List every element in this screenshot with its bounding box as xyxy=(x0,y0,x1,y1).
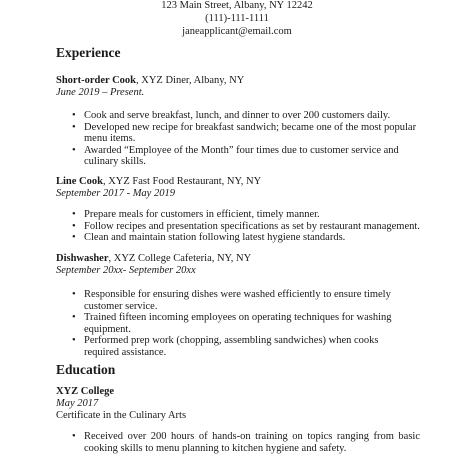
contact-address: 123 Main Street, Albany, NY 12242 xyxy=(161,0,313,11)
job-dates: September 20xx- September 20xx xyxy=(56,265,196,276)
job-employer: , XYZ Fast Food Restaurant, NY, NY xyxy=(102,176,262,187)
education-bullet-list xyxy=(64,431,420,454)
job-title: Short-order Cook xyxy=(56,75,137,86)
job-bullet-list xyxy=(64,289,400,358)
list-item: • Awarded “Employee of the Month” four times due to customer service and culinary skills. xyxy=(72,144,399,167)
bullet-icon: • xyxy=(72,209,76,220)
bullet-icon: • xyxy=(72,110,76,121)
list-item: • Developed new recipe for breakfast sandwich; became one of the most popular menu items. xyxy=(72,121,417,144)
job-bullet-list xyxy=(64,110,420,168)
education-heading: Education xyxy=(56,362,116,377)
experience-heading: Experience xyxy=(56,45,121,60)
list-item: • Follow recipes and presentation specifications as set by restaurant management. xyxy=(72,220,420,232)
bullet-icon: • xyxy=(72,121,76,133)
list-item: • Prepare meals for customers in efficient, timely manner. xyxy=(72,209,320,220)
list-item: • Clean and maintain station following latest hygiene standards. xyxy=(72,232,346,243)
bullet-icon: • xyxy=(72,312,76,323)
bullet-icon: • xyxy=(72,335,76,346)
job-title: Line Cook xyxy=(56,176,103,187)
list-item: • Trained fifteen incoming employees on operating techniques for washing equipment. xyxy=(72,312,392,335)
education-date: May 2017 xyxy=(56,398,99,409)
list-item: • Cook and serve breakfast, lunch, and dinner to over 200 customers daily. xyxy=(72,110,391,121)
job-employer: , XYZ Diner, Albany, NY xyxy=(136,75,245,86)
job-bullet-list xyxy=(64,209,444,244)
list-item: • Received over 200 hours of hands-on training on topics ranging from basic cooking skills to menu planning to kitchen hygiene and safety. xyxy=(72,431,420,454)
job-dates: September 2017 - May 2019 xyxy=(56,188,175,199)
job-dates: June 2019 – Present. xyxy=(56,87,145,98)
contact-phone: (111)-111-1111 xyxy=(205,13,269,24)
bullet-icon: • xyxy=(72,431,76,442)
job-title: Dishwasher xyxy=(56,253,109,264)
bullet-icon: • xyxy=(72,220,76,232)
bullet-icon: • xyxy=(72,144,76,156)
contact-email[interactable]: janeapplicant@email.com xyxy=(182,26,292,37)
bullet-icon: • xyxy=(72,289,76,300)
list-item: • Performed prep work (chopping, assembling sandwiches) when cooks required assistance. xyxy=(72,335,379,358)
school-name: XYZ College xyxy=(56,386,115,397)
certificate: Certificate in the Culinary Arts xyxy=(56,410,187,421)
list-item: • Responsible for ensuring dishes were washed efficiently to ensure timely customer service. xyxy=(72,289,391,312)
job-employer: , XYZ College Cafeteria, NY, NY xyxy=(108,253,252,264)
bullet-icon: • xyxy=(72,232,76,243)
